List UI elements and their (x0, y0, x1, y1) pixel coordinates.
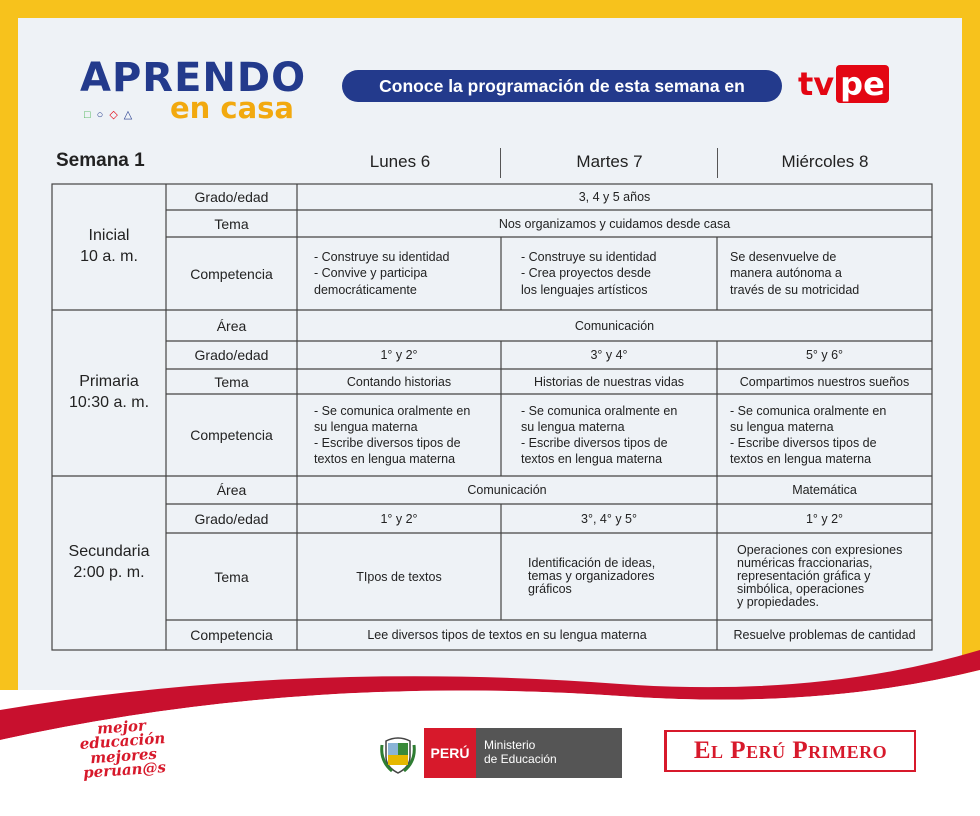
competencia-text: - Se comunica oralmente en su lengua materna - Escribe diversos tipos de textos en lengua materna (730, 403, 887, 467)
programming-banner: Conoce la programación de esta semana en (342, 70, 782, 102)
tvpe-logo (798, 62, 889, 106)
en-casa-logo: en casa (170, 91, 295, 125)
competencia-cell (304, 394, 501, 476)
section-primaria (52, 310, 166, 476)
slogan-logo (66, 716, 180, 781)
tema-text: Operaciones con expresiones numéricas fraccionarias, representación gráfica y simbólica, operaciones y propiedades. (737, 542, 903, 610)
day-header-monday: Lunes 6 (369, 152, 431, 171)
row-label-area: Área (216, 317, 247, 334)
row-label-competencia: Competencia (190, 265, 273, 282)
section-label: Primaria 10:30 a. m. (68, 373, 150, 411)
competencia-cell (511, 394, 717, 476)
competencia-text: Se desenvuelve de manera autónoma a través de su motricidad (730, 250, 860, 297)
section-inicial (52, 184, 166, 310)
row-label-grado: Grado/edad (194, 189, 269, 205)
competencia-text: - Construye su identidad - Crea proyectos desde los lenguajes artísticos (521, 250, 657, 297)
row-label-tema: Tema (214, 568, 249, 585)
tvpe-logo-tv: tv (798, 65, 835, 103)
tema-value: Compartimos nuestros sueños (739, 374, 910, 389)
row-label-tema: Tema (214, 373, 249, 390)
tema-text: Identificación de ideas, temas y organizadores gráficos (528, 555, 656, 597)
tvpe-logo-pe: pe (836, 65, 889, 103)
competencia-value: Lee diversos tipos de textos en su lengua materna (367, 628, 647, 642)
competencia-text: - Se comunica oralmente en su lengua materna - Escribe diversos tipos de textos en lengua materna (521, 403, 678, 467)
aprendo-logo: APRENDO (80, 55, 307, 101)
grado-value: 3° y 4° (590, 348, 628, 362)
coat-of-arms-icon (380, 731, 416, 775)
competencia-cell (511, 237, 717, 310)
area-value: Matemática (792, 483, 857, 497)
row-label-grado: Grado/edad (194, 510, 269, 527)
peru-label: PERÚ (424, 728, 476, 778)
tema-value: Nos organizamos y cuidamos desde casa (498, 216, 731, 231)
competencia-text: - Se comunica oralmente en su lengua materna - Escribe diversos tipos de textos en lengua materna (314, 403, 471, 467)
grado-value: 1° y 2° (380, 511, 418, 526)
day-header-wednesday: Miércoles 8 (781, 152, 869, 171)
competencia-cell (720, 237, 932, 310)
logo-shapes-icon: □○◇△ (84, 109, 139, 121)
day-header-tuesday: Martes 7 (576, 152, 643, 171)
tema-value: Historias de nuestras vidas (533, 374, 685, 389)
el-peru-primero-logo: El Perú Primero (664, 730, 916, 772)
tema-value: TIpos de textos (356, 569, 442, 584)
competencia-text: - Construye su identidad - Convive y participa democráticamente (314, 250, 450, 297)
row-label-competencia: Competencia (190, 627, 273, 643)
row-label-competencia: Competencia (190, 427, 273, 443)
grado-value: 1° y 2° (805, 511, 844, 526)
tema-cell (518, 533, 717, 620)
day-separator (500, 148, 501, 178)
tema-cell (727, 533, 932, 620)
competencia-cell (720, 394, 932, 476)
grado-value: 1° y 2° (380, 348, 418, 362)
tema-value: Contando historias (346, 374, 452, 389)
area-value: Comunicación (574, 318, 655, 333)
slogan-text: mejor educación mejores peruan@s (79, 716, 167, 782)
section-label: Secundaria 2:00 p. m. (68, 543, 150, 581)
row-label-tema: Tema (214, 215, 249, 232)
grado-value: 3°, 4° y 5° (581, 511, 637, 526)
row-label-area: Área (216, 482, 247, 498)
ministerio-label (476, 728, 622, 778)
grado-value: 3, 4 y 5 años (578, 190, 651, 204)
section-secundaria (52, 476, 166, 650)
row-label-grado: Grado/edad (194, 347, 269, 363)
section-label: Inicial 10 a. m. (80, 227, 138, 265)
grado-value: 5° y 6° (805, 348, 844, 362)
competencia-value: Resuelve problemas de cantidad (733, 628, 916, 642)
area-value: Comunicación (467, 483, 547, 497)
minedu-logo (380, 728, 622, 778)
ministerio-text: Ministerio de Educación (484, 738, 557, 766)
competencia-cell (304, 237, 501, 310)
week-title: Semana 1 (56, 150, 145, 171)
